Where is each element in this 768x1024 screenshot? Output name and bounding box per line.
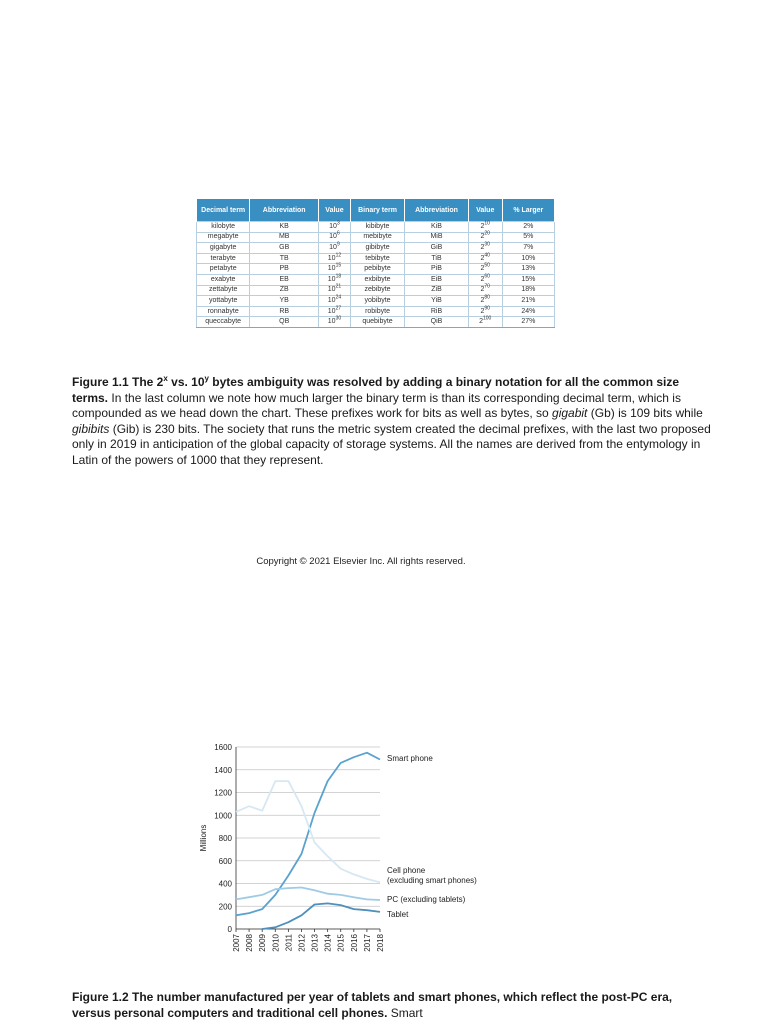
percent-larger-cell: 2% [502,222,554,233]
chart-series-labels [387,754,477,919]
decimal-abbreviation-cell: KB [250,222,319,233]
decimal-term-cell: zettabyte [197,285,250,296]
decimal-abbreviation-cell: ZB [250,285,319,296]
table-row [197,264,555,275]
percent-larger-cell: 24% [502,306,554,317]
decimal-term-cell: queccabyte [197,317,250,328]
power-base: 2 [480,222,485,230]
series-line-tablet [262,903,380,929]
series-label-tablet [387,910,409,919]
binary-value-cell [468,317,502,328]
x-tick-label: 2008 [245,934,255,952]
table-header-row [197,199,555,222]
power-base: 10 [327,296,336,304]
decimal-value-cell [319,222,351,233]
header-abbreviation: Abbreviation [405,199,469,222]
table-row [197,274,555,285]
decimal-value-cell [319,306,351,317]
header-percent-larger: % Larger [502,199,554,222]
power-exponent: 15 [335,262,342,269]
binary-abbreviation-cell: GiB [405,243,469,254]
chart-series [236,753,380,929]
decimal-value-cell [319,274,351,285]
table-row [197,232,555,243]
power-base: 2 [480,307,485,315]
percent-larger-cell: 10% [502,253,554,264]
binary-abbreviation-cell: YiB [405,296,469,307]
header-abbreviation: Abbreviation [250,199,319,222]
figure-1-2-caption [72,990,712,1021]
power-exponent: 20 [484,231,490,238]
binary-abbreviation-cell: PiB [405,264,469,275]
decimal-value-cell [319,243,351,254]
binary-term-cell: exbibyte [350,274,404,285]
y-tick-label: 200 [218,902,232,912]
y-tick-label: 1200 [214,788,232,798]
caption-text: (Gib) is 230 bits. The society that runs the metric system created the decimal prefixes, with the last two proposed only in 2019 in anticipation of the global capacity of storage systems. All the names are derived from the entymology in Latin of the powers of 1000 that they represent. [72,421,711,467]
y-tick-label: 1400 [214,765,232,775]
power-exponent: 10 [484,220,490,227]
percent-larger-cell: 15% [502,274,554,285]
decimal-abbreviation-cell: EB [250,274,319,285]
decimal-abbreviation-cell: PB [250,264,319,275]
power-base: 2 [480,286,485,294]
y-tick-label: 1600 [214,743,232,752]
power-exponent: 18 [335,273,342,280]
series-line-smart-phone [236,753,380,916]
x-tick-label: 2016 [349,934,359,952]
series-label-smart-phone [387,754,433,763]
binary-term-cell: kibibyte [350,222,404,233]
decimal-abbreviation-cell: YB [250,296,319,307]
y-tick-label: 0 [227,925,232,934]
caption-text: (Gb) is 109 bits while [587,406,703,421]
binary-term-cell: zebibyte [350,285,404,296]
decimal-value-cell [319,296,351,307]
caption-superscript: y [204,374,209,383]
x-tick-label: 2013 [310,934,320,952]
decimal-term-cell: exabyte [197,274,250,285]
power-exponent: 40 [484,252,490,259]
binary-abbreviation-cell: RiB [405,306,469,317]
percent-larger-cell: 13% [502,264,554,275]
decimal-value-cell [319,317,351,328]
byte-prefix-table [196,198,555,328]
caption-text: In the last column we note how much larger the binary term is than its corresponding decimal term, which is compounded as we head down the chart. These prefixes work for bits as well as bytes, so [72,390,681,421]
chart-y-axis [214,743,232,934]
decimal-value-cell [319,285,351,296]
power-exponent: 70 [484,284,490,291]
percent-larger-cell: 18% [502,285,554,296]
series-line-pc-excluding-tablets [236,888,380,901]
power-base: 10 [327,254,336,262]
y-tick-label: 800 [218,834,232,843]
x-tick-label: 2007 [232,934,241,952]
power-base: 10 [327,318,336,326]
binary-term-cell: robibyte [350,306,404,317]
power-base: 2 [479,318,483,326]
series-label-line: PC (excluding tablets) [387,895,466,904]
power-exponent: 30 [335,315,342,322]
copyright-notice: Copyright © 2021 Elsevier Inc. All rights reserved. [256,556,466,567]
binary-abbreviation-cell: TiB [405,253,469,264]
chart-gridlines [236,747,380,929]
caption-term-gibibits: gibibits [72,421,110,436]
table-row [197,253,555,264]
caption-text: bytes ambiguity was resolved by adding a binary notation for all the common size terms. [72,375,680,405]
binary-term-cell: mebibyte [350,232,404,243]
binary-term-cell: tebibyte [350,253,404,264]
binary-abbreviation-cell: MiB [405,232,469,243]
power-base: 2 [480,296,485,304]
decimal-term-cell: megabyte [197,232,250,243]
binary-abbreviation-cell: EiB [405,274,469,285]
power-base: 2 [480,275,485,283]
binary-term-cell: pebibyte [350,264,404,275]
series-label-line: Tablet [387,910,409,919]
y-tick-label: 400 [218,879,232,889]
x-tick-label: 2014 [323,934,333,952]
y-axis-title: Millions [199,824,208,852]
figure-1-1-caption [72,375,712,469]
binary-abbreviation-cell: KiB [405,222,469,233]
table-row [197,222,555,233]
power-exponent: 27 [335,305,342,312]
series-label-line: Cell phone [387,866,426,875]
percent-larger-cell: 27% [502,317,554,328]
x-tick-label: 2015 [336,934,346,952]
percent-larger-cell: 5% [502,232,554,243]
power-exponent: 50 [484,262,490,269]
decimal-abbreviation-cell: QB [250,317,319,328]
table-row [197,317,555,328]
decimal-abbreviation-cell: MB [250,232,319,243]
decimal-term-cell: yottabyte [197,296,250,307]
power-base: 10 [327,307,336,315]
header-decimal-term: Decimal term [197,199,250,222]
series-label-pc-excluding-tablets [387,895,466,904]
table-row [197,296,555,307]
binary-term-cell: quebibyte [350,317,404,328]
x-tick-label: 2017 [362,934,372,952]
table-row [197,243,555,254]
decimal-term-cell: terabyte [197,253,250,264]
decimal-value-cell [319,253,351,264]
x-tick-label: 2018 [376,934,385,952]
x-tick-label: 2010 [271,934,281,952]
power-exponent: 90 [484,305,490,312]
decimal-value-cell [319,232,351,243]
power-base: 2 [480,243,485,251]
decimal-value-cell [319,264,351,275]
table-row [197,285,555,296]
device-shipments-line-chart [190,736,490,968]
decimal-term-cell: kilobyte [197,222,250,233]
power-base: 10 [329,233,337,241]
power-base: 10 [327,265,336,273]
header-binary-term: Binary term [350,199,404,222]
power-exponent: 6 [336,231,340,238]
power-exponent: 60 [484,273,490,280]
header-value: Value [319,199,351,222]
power-exponent: 9 [336,241,340,248]
percent-larger-cell: 7% [502,243,554,254]
y-tick-label: 600 [218,856,232,866]
power-exponent: 21 [335,284,342,291]
decimal-term-cell: ronnabyte [197,306,250,317]
decimal-term-cell: petabyte [197,264,250,275]
x-tick-label: 2009 [258,934,268,952]
power-exponent: 100 [483,315,492,322]
y-tick-label: 1000 [214,811,232,821]
caption-text: Smart [387,1005,423,1020]
power-exponent: 24 [335,294,342,301]
power-exponent: 80 [484,294,490,301]
x-tick-label: 2012 [297,934,307,952]
decimal-abbreviation-cell: GB [250,243,319,254]
caption-superscript: x [163,374,168,383]
caption-text: Figure 1.1 The 2 [72,375,164,389]
power-base: 2 [480,254,485,262]
series-label-line: Smart phone [387,754,433,763]
power-base: 10 [329,222,337,230]
power-base: 10 [327,275,336,283]
power-exponent: 12 [335,252,342,259]
table-row [197,306,555,317]
binary-term-cell: yobibyte [350,296,404,307]
power-base: 2 [480,265,485,273]
power-exponent: 30 [484,241,490,248]
caption-term-gigabit: gigabit [552,406,588,421]
binary-abbreviation-cell: QiB [405,317,469,328]
decimal-term-cell: gigabyte [197,243,250,254]
power-base: 10 [329,243,337,251]
power-exponent: 3 [336,220,340,227]
header-value: Value [468,199,502,222]
series-label-cell-phone-excluding-smart-phones [387,866,477,885]
power-base: 10 [327,286,336,294]
decimal-abbreviation-cell: RB [250,306,319,317]
caption-text: vs. 10 [167,375,205,389]
percent-larger-cell: 21% [502,296,554,307]
chart-x-axis [232,929,385,952]
binary-term-cell: gibibyte [350,243,404,254]
binary-abbreviation-cell: ZiB [405,285,469,296]
caption-bold-lead: Figure 1.2 The number manufactured per year of tablets and smart phones, which reflect the post-PC era, versus personal computers and traditional cell phones. [72,990,673,1020]
series-label-line: (excluding smart phones) [387,876,477,885]
decimal-abbreviation-cell: TB [250,253,319,264]
power-base: 2 [480,233,485,241]
x-tick-label: 2011 [284,934,294,952]
